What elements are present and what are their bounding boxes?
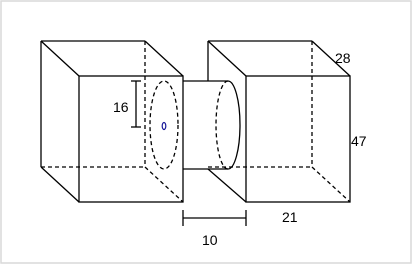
cylinder-right-end-visible — [228, 81, 240, 169]
cylinder-length-label: 10 — [202, 232, 218, 248]
left-box-top-right-depth-edge — [145, 41, 183, 76]
right-box-top-left-depth-edge — [208, 41, 246, 76]
cylinder-radius-label: 16 — [113, 99, 129, 115]
right-box-front-face — [246, 76, 350, 202]
cylinder — [150, 81, 240, 169]
right-box-bottom-left-depth-edge — [208, 169, 246, 202]
left-box-top-left-depth-edge — [41, 41, 79, 76]
cylinder-center-mark — [162, 123, 166, 130]
right-box — [208, 41, 350, 202]
left-box-front-face — [79, 76, 183, 202]
length-dimension-marker — [183, 210, 246, 226]
radius-dimension-marker — [131, 81, 141, 127]
right-box-hidden-edges — [208, 41, 350, 202]
left-box — [41, 41, 183, 202]
cylinder-left-end-hidden — [150, 81, 178, 169]
box-width-label: 21 — [282, 209, 298, 225]
left-box-bottom-left-depth-edge — [41, 167, 79, 202]
cylinder-right-end-hidden — [216, 81, 228, 169]
box-depth-label: 28 — [335, 50, 351, 66]
left-box-hidden-edges — [41, 41, 183, 202]
box-height-label: 47 — [351, 133, 367, 149]
